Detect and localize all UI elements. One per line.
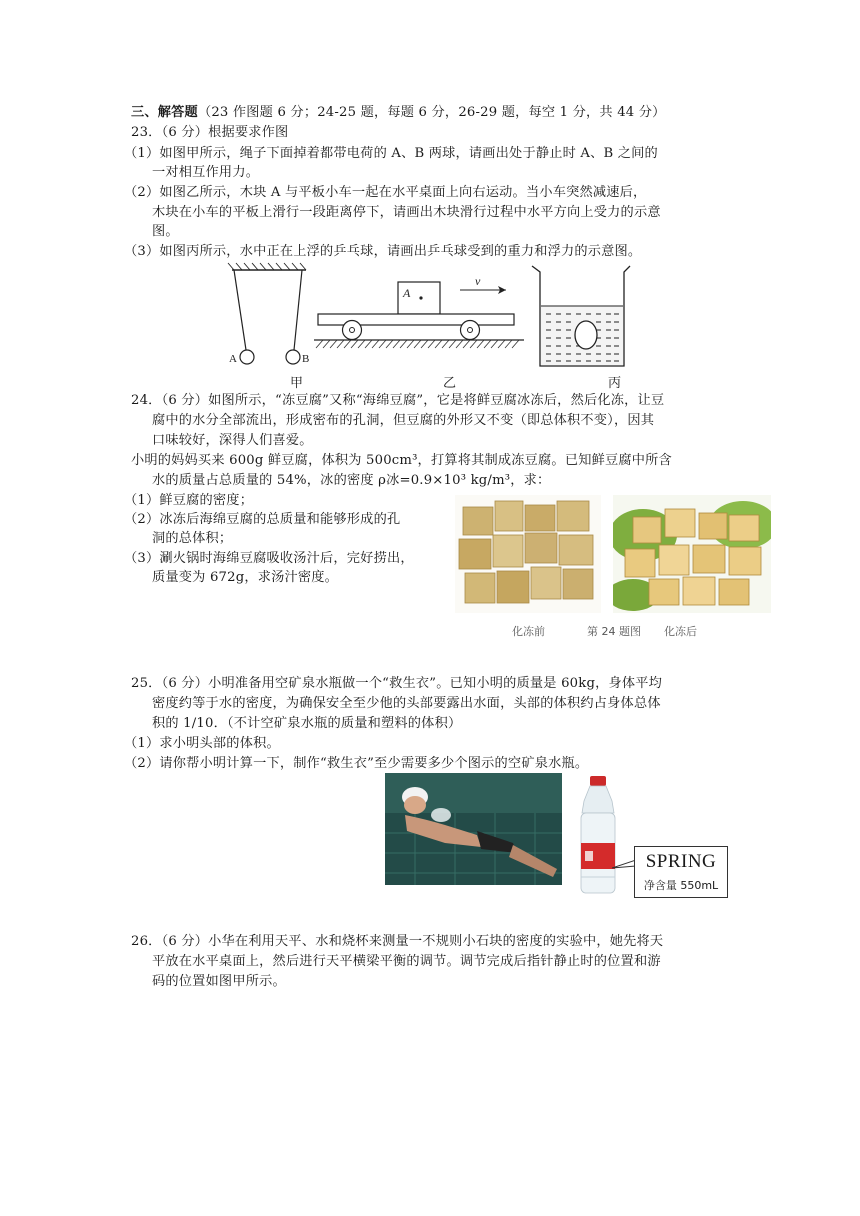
ping-pong-ball <box>575 321 597 349</box>
q23-stem: 23．（6 分）根据要求作图 <box>131 125 289 140</box>
q26-line1: 26．（6 分）小华在利用天平、水和烧杯来测量一不规则小石块的密度的实验中，她先将天 <box>131 934 664 949</box>
q25-sub1: （1）求小明头部的体积。 <box>124 736 280 751</box>
figure-yi-block-on-cart <box>310 272 530 362</box>
tofu-after-photo <box>613 495 771 613</box>
q23-part2-line1: （2）如图乙所示，木块 A 与平板小车一起在水平桌面上向右运动。当小车突然减速后， <box>124 185 647 200</box>
q23-part3: （3）如图丙所示，水中正在上浮的乒乓球，请画出乒乓球受到的重力和浮力的示意图。 <box>124 244 642 259</box>
section-heading: 三、解答题 <box>131 105 198 120</box>
figure-bing-beaker <box>526 262 636 372</box>
q23-part1-line1: （1）如图甲所示，绳子下面掉着都带电荷的 A、B 两球，请画出处于静止时 A、B 之间的 <box>124 146 658 161</box>
bottle-brand: SPRING <box>645 851 717 872</box>
q24-line2: 腐中的水分全部流出，形成密布的孔洞，但豆腐的外形又不变（即总体积不变），因其 <box>152 413 655 428</box>
section-note: （23 作图题 6 分；24-25 题，每题 6 分，26-29 题，每空 1 分，共 44 分） <box>197 105 666 120</box>
q24-line5: 水的质量占总质量的 54%，冰的密度 ρ冰=0.9×10³ kg/m³，求： <box>152 473 551 488</box>
label-a: A <box>229 353 237 365</box>
q26-line2: 平放在水平桌面上，然后进行天平横梁平衡的调节。调节完成后指针静止时的位置和游 <box>152 954 661 969</box>
swimmer-photo <box>385 773 562 885</box>
caption-bing: 丙 <box>608 376 622 391</box>
section-header <box>131 104 666 122</box>
q24-line3: 口味较好，深得人们喜爱。 <box>152 433 313 448</box>
q23-part1-line2: 一对相互作用力。 <box>152 165 260 180</box>
velocity-label: v <box>475 274 481 288</box>
tofu-before-photo <box>455 495 601 613</box>
q24-sub2-line1: （2）冰冻后海绵豆腐的总质量和能够形成的孔 <box>124 512 401 527</box>
q24-line1: 24．（6 分）如图所示，“冻豆腐”又称“海绵豆腐”，它是将鲜豆腐冰冻后，然后化冻，让豆 <box>131 393 665 408</box>
q23-part2-line2: 木块在小车的平板上滑行一段距离停下，请画出木块滑行过程中水平方向上受力的示意 <box>152 205 661 220</box>
q24-sub1: （1）鲜豆腐的密度； <box>124 493 254 508</box>
q24-sub2-line2: 洞的总体积； <box>152 531 233 546</box>
photo-caption-after: 化冻后 <box>664 625 697 638</box>
caption-yi: 乙 <box>443 376 457 391</box>
bottle-volume: 净含量 550mL <box>643 879 719 892</box>
q25-sub2: （2）请你帮小明计算一下，制作“救生衣”至少需要多少个图示的空矿泉水瓶。 <box>124 756 589 771</box>
q25-line1: 25．（6 分）小明准备用空矿泉水瓶做一个“救生衣”。已知小明的质量是 60kg，身体平均 <box>131 676 663 691</box>
label-b: B <box>302 353 310 365</box>
block-label: A <box>403 286 411 300</box>
ball-a <box>240 350 254 364</box>
q24-line4: 小明的妈妈买来 600g 鲜豆腐，体积为 500cm³，打算将其制成冻豆腐。已知鲜豆腐中所含 <box>131 453 672 468</box>
q25-line2: 密度约等于水的密度，为确保安全至少他的头部要露出水面，头部的体积约占身体总体 <box>152 696 661 711</box>
water-bottle-photo <box>570 773 626 895</box>
q24-sub3-line1: （3）涮火锅时海绵豆腐吸收汤汁后，完好捞出， <box>124 551 414 566</box>
caption-jia: 甲 <box>290 376 304 391</box>
figure-jia-charged-balls <box>218 262 318 370</box>
ball-b <box>286 350 300 364</box>
photo-caption-before: 化冻前 <box>512 625 545 638</box>
bottle-callout-pointer <box>612 858 636 872</box>
q23-part2-line3: 图。 <box>152 224 179 239</box>
photo-caption-figure: 第 24 题图 <box>587 625 641 638</box>
q26-line3: 码的位置如图甲所示。 <box>152 974 286 989</box>
bottle-label-callout <box>634 846 728 898</box>
q24-sub3-line2: 质量变为 672g，求汤汁密度。 <box>152 570 339 585</box>
q25-line3: 积的 1/10．（不计空矿泉水瓶的质量和塑料的体积） <box>152 716 462 731</box>
